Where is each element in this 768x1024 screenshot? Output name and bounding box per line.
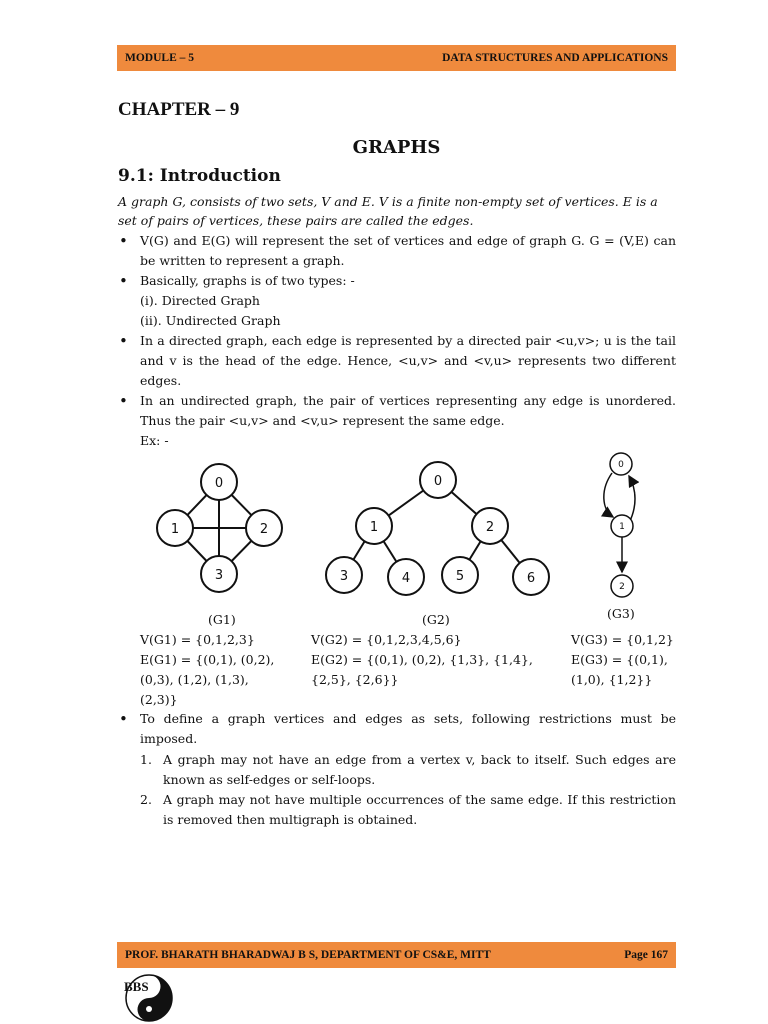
graph-diagrams-svg [140,445,680,620]
g3-vertices: V(G3) = {0,1,2} [571,632,674,647]
bullet-item: • To define a graph vertices and edges as sets, following restrictions must be imposed. 1. A graph may not have an edge from a vertex v, back to itself. Such edges are known as self-edges or self-loops. 2. A graph may not have multiple occurrences of the same edge. If this restriction is removed then multigraph is obtained. [118,709,676,830]
module-label: MODULE – 5 [125,52,194,64]
example-label: Ex: - [140,433,169,448]
page-number: Page 167 [624,949,668,961]
footer-band [117,942,676,968]
g1-vertices: V(G1) = {0,1,2,3} [140,632,255,647]
g1-node: 1 [170,522,180,537]
g2-node: 2 [485,520,495,535]
g2-edges: E(G2) = {(0,1), (0,2), {1,3}, {1,4}, [311,652,533,667]
g2-node: 1 [369,520,379,535]
g2-node: 3 [339,569,349,584]
bullet-item: • V(G) and E(G) will represent the set of vertices and edge of graph G. G = (V,E) can be written to represent a graph. [118,231,676,271]
g2-node: 0 [433,474,443,489]
numbered-list [140,750,676,830]
g1-description: (G1) V(G1) = {0,1,2,3} E(G1) = {(0,1), (0,2), (0,3), (1,2), (1,3), (2,3)} [140,612,275,707]
g3-edges: E(G3) = {(0,1), [571,652,668,667]
g3-node: 1 [619,522,625,532]
footer-author: PROF. BHARATH BHARADWAJ B S, DEPARTMENT OF CS&E, MITT [125,949,491,961]
subject-label: DATA STRUCTURES AND APPLICATIONS [442,52,668,64]
g2-node: 5 [455,569,465,584]
chapter-heading: CHAPTER – 9 [118,99,240,120]
g2-description: (G2) V(G2) = {0,1,2,3,4,5,6} E(G2) = {(0,1), (0,2), {1,3}, {1,4}, {2,5}, {2,6}} [311,612,533,687]
g1-node: 2 [259,522,269,537]
graph-type-undirected: (ii). Undirected Graph [140,313,281,328]
numbered-item: 2. A graph may not have multiple occurrences of the same edge. If this restriction is removed then multigraph is obtained. [140,792,676,827]
g2-vertices: V(G2) = {0,1,2,3,4,5,6} [311,632,462,647]
page-title: GRAPHS [352,137,441,158]
bbs-logo [121,971,177,1023]
restrictions-list [118,709,676,830]
g2-caption: (G2) [422,612,450,627]
g1-node: 3 [214,568,224,583]
graph-type-directed: (i). Directed Graph [140,293,260,308]
g3-node: 0 [618,460,624,470]
intro-paragraph: A graph G, consists of two sets, V and E. V is a finite non-empty set of vertices. E is a set of pairs of vertices, these pairs are called the edges. [118,194,658,228]
section-heading: 9.1: Introduction [118,166,281,186]
header-band [117,45,676,71]
g1-node: 0 [214,476,224,491]
g2-node: 4 [401,571,411,586]
bullet-list [118,231,676,451]
g1-caption: (G1) [208,612,236,627]
g2-node: 6 [526,571,536,586]
bullet-item: • In a directed graph, each edge is represented by a directed pair <u,v>; u is the tail and v is the head of the edge. Hence, <u,v> and <v,u> represents two different edges. [118,331,676,391]
numbered-item: 1. A graph may not have an edge from a vertex v, back to itself. Such edges are known as self-edges or self-loops. [140,752,676,787]
graph-figures [140,445,680,620]
g3-caption: (G3) [607,606,635,621]
g3-node: 2 [619,582,625,592]
bullet-item: • In an undirected graph, the pair of vertices representing any edge is unordered. Thus the pair <u,v> and <v,u> represent the same edge. Ex: - [118,391,676,451]
bullet-item: • Basically, graphs is of two types: - (i). Directed Graph (ii). Undirected Graph [118,271,676,331]
g1-edges: E(G1) = {(0,1), (0,2), [140,652,275,667]
g3-description: (G3) V(G3) = {0,1,2} E(G3) = {(0,1), (1,0), {1,2}} [571,606,674,687]
logo-text: BBS [124,979,149,994]
